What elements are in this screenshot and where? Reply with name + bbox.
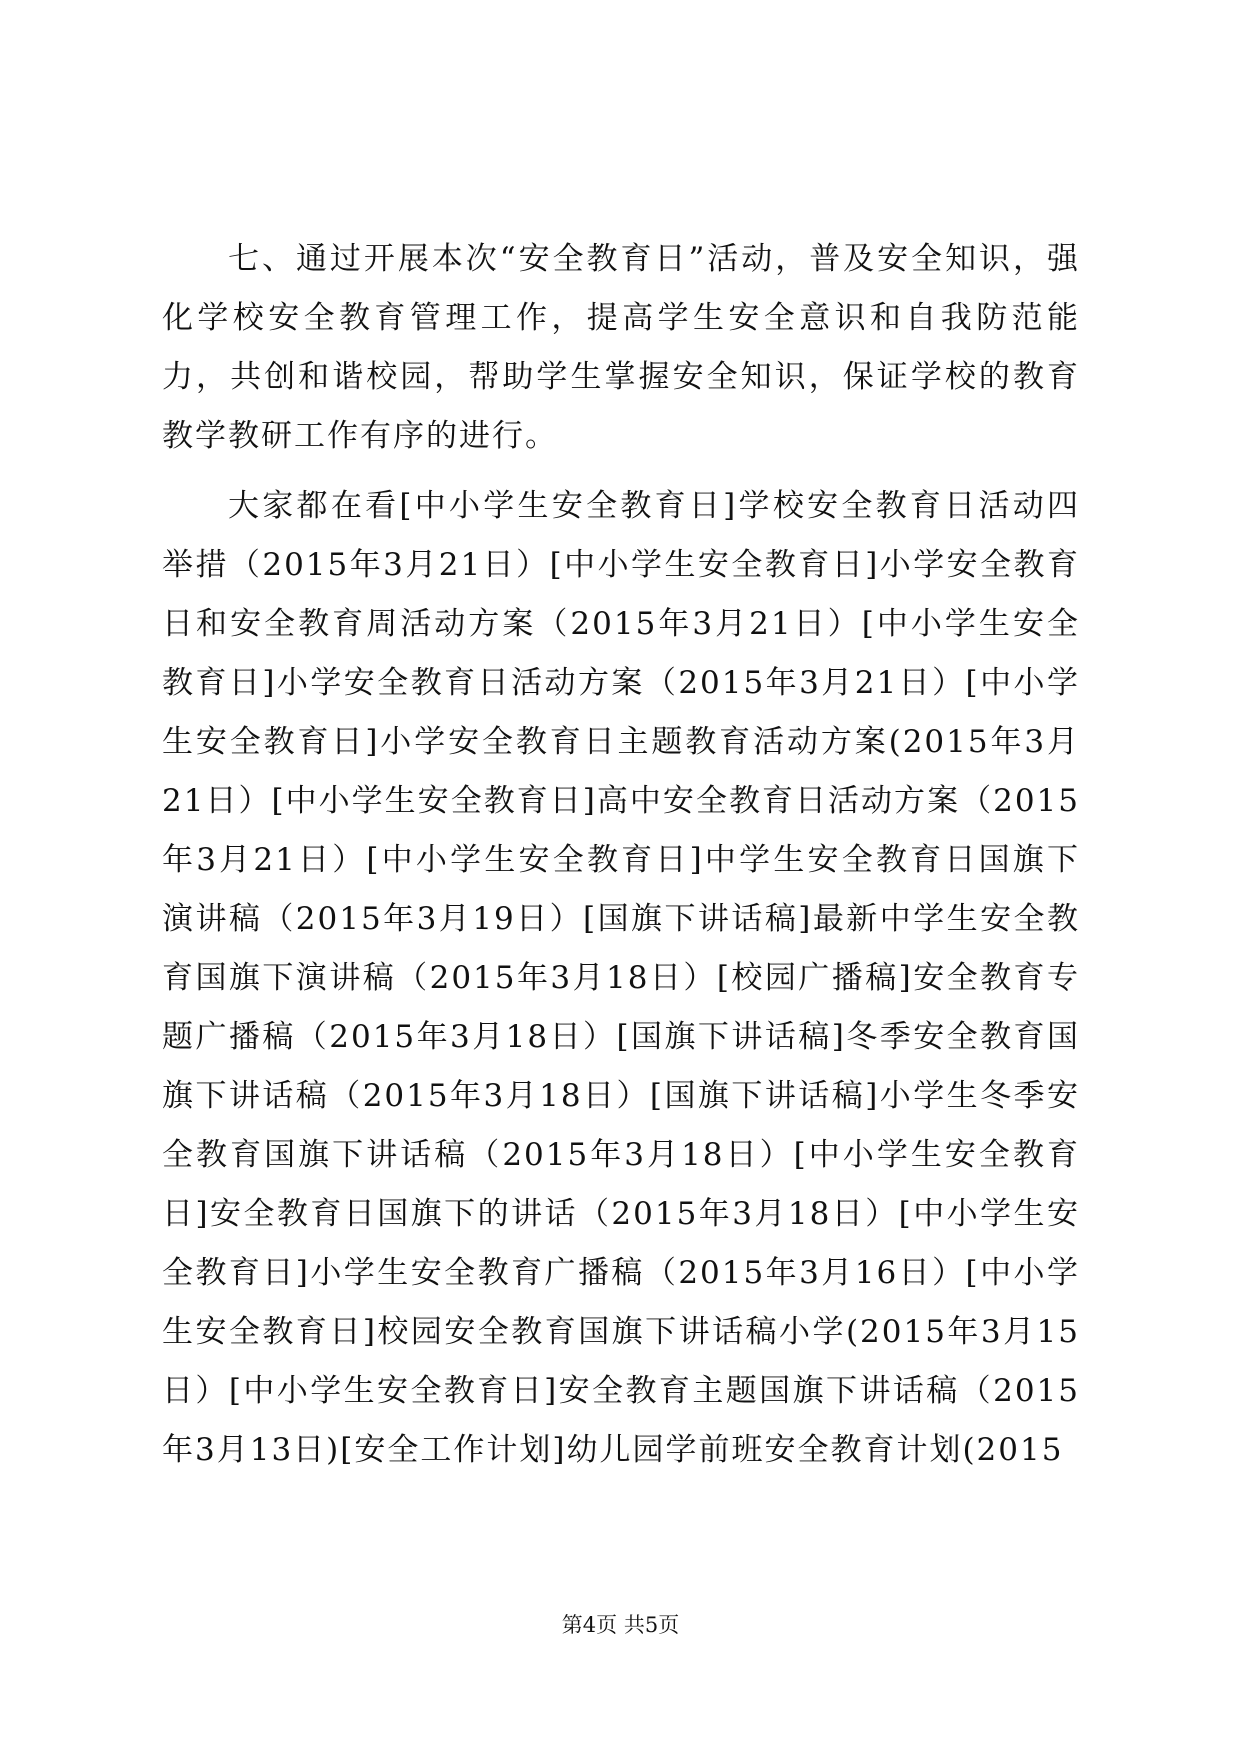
page-number-label: 第4页 共5页 (561, 1613, 680, 1637)
page-footer (0, 1610, 1241, 1640)
paragraph-safety-day-summary: 七、通过开展本次“安全教育日”活动，普及安全知识，强化学校安全教育管理工作，提高学生安全意识和自我防范能力，共创和谐校园，帮助学生掌握安全知识，保证学校的教育教学教研工作有序的进行。 (162, 241, 1080, 454)
paragraph-related-articles: 大家都在看[中小学生安全教育日]学校安全教育日活动四举措（2015年3月21日）[中小学生安全教育日]小学安全教育日和安全教育周活动方案（2015年3月21日）[中小学生安全教育日]小学安全教育日活动方案（2015年3月21日）[中小学生安全教育日]小学安全教育日主题教育活动方案(2015年3月21日）[中小学生安全教育日]高中安全教育日活动方案（2015年3月21日）[中小学生安全教育日]中学生安全教育日国旗下演讲稿（2015年3月19日）[国旗下讲话稿]最新中学生安全教育国旗下演讲稿（2015年3月18日）[校园广播稿]安全教育专题广播稿（2015年3月18日）[国旗下讲话稿]冬季安全教育国旗下讲话稿（2015年3月18日）[国旗下讲话稿]小学生冬季安全教育国旗下讲话稿（2015年3月18日）[中小学生安全教育日]安全教育日国旗下的讲话（2015年3月18日）[中小学生安全教育日]小学生安全教育广播稿（2015年3月16日）[中小学生安全教育日]校园安全教育国旗下讲话稿小学(2015年3月15日）[中小学生安全教育日]安全教育主题国旗下讲话稿（2015年3月13日)[安全工作计划]幼儿园学前班安全教育计划(2015 (162, 488, 1080, 1468)
document-body (162, 230, 1080, 1480)
